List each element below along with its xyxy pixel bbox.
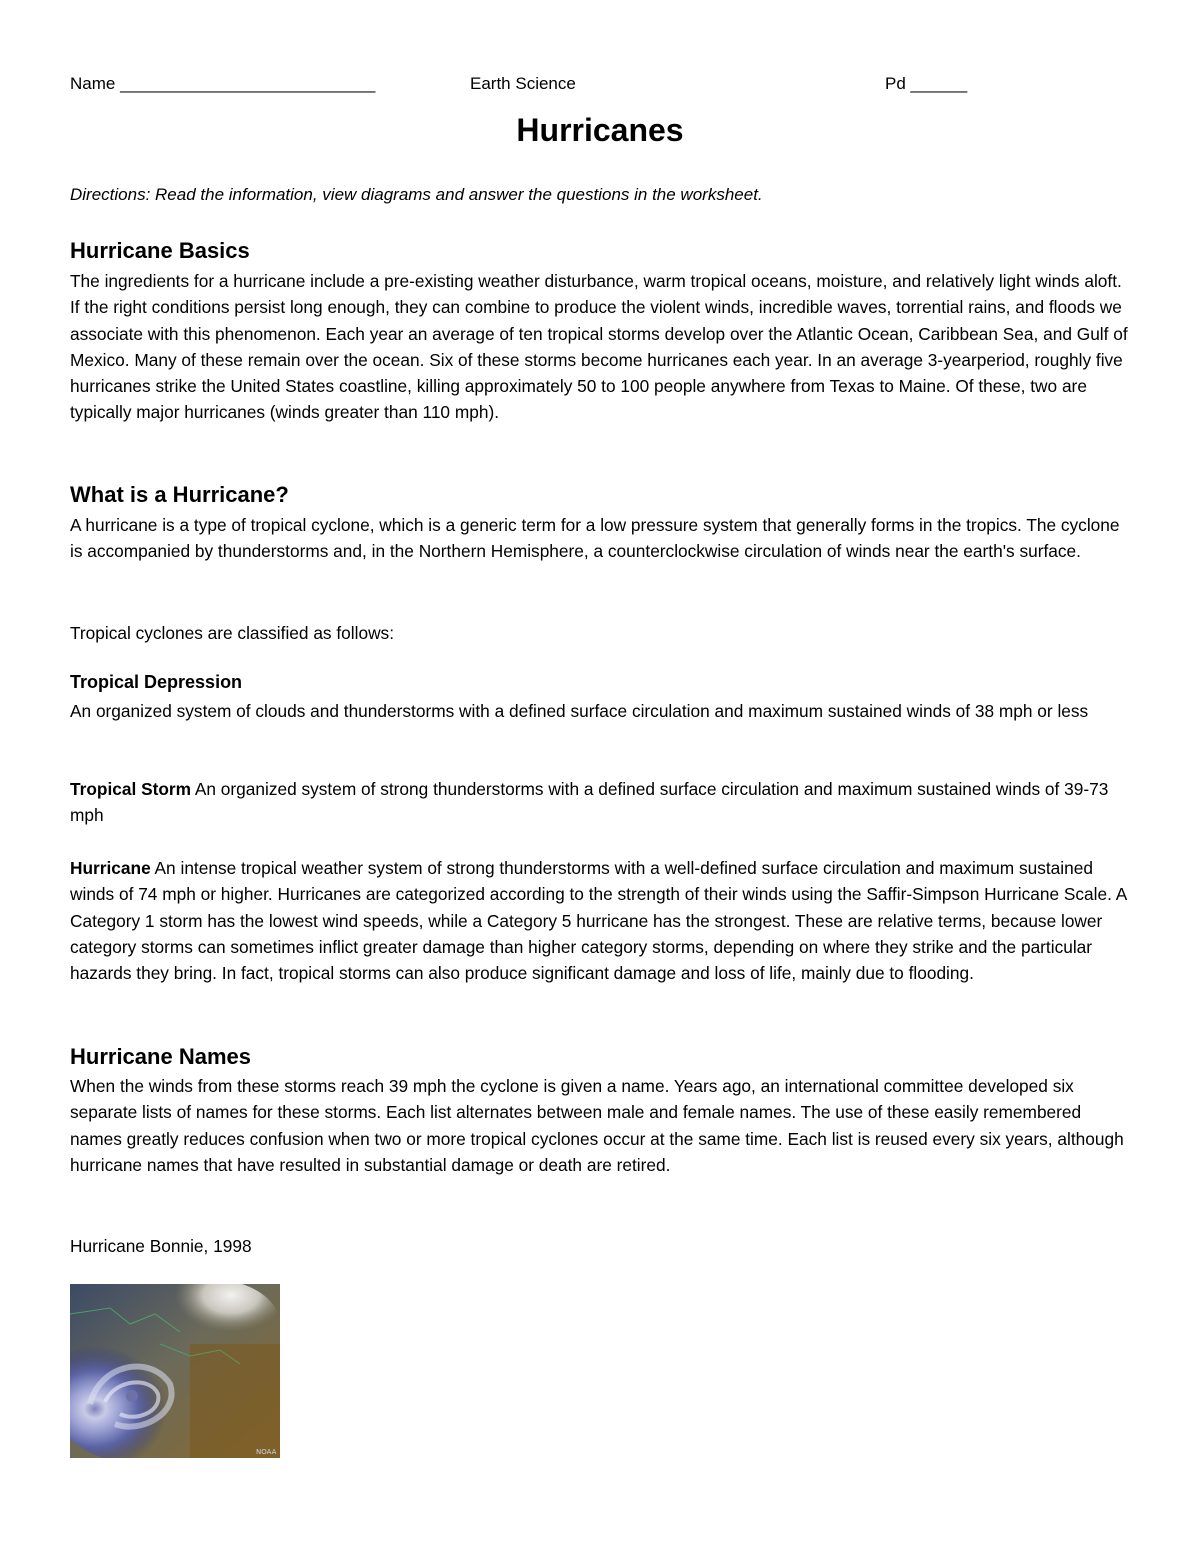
name-field-label: Name ___________________________ xyxy=(70,74,376,93)
definition-block-hurricane xyxy=(70,855,1130,986)
section-body-names: When the winds from these storms reach 39 mph the cyclone is given a name. Years ago, an international committee developed six separate lists of names for these storms. Each list alternates between male and female names. The use of these easily remembered names greatly reduces confusion when two or more tropical cyclones occur at the same time. Each list is reused every six years, although hurricane names that have resulted in substantial damage or death are retired. xyxy=(70,1076,1124,1175)
section-body-basics: The ingredients for a hurricane include a pre-existing weather disturbance, warm tropical oceans, moisture, and relatively light winds aloft. If the right conditions persist long enough, they can combine to produce the violent winds, incredible waves, torrential rains, and floods we associate with this phenomenon. Each year an average of ten tropical storms develop over the Atlantic Ocean, Caribbean Sea, and Gulf of Mexico. Many of these remain over the ocean. Six of these storms become hurricanes each year. In an average 3-yearperiod, roughly five hurricanes strike the United States coastline, killing approximately 50 to 100 people anywhere from Texas to Maine. Of these, two are typically major hurricanes (winds greater than 110 mph). xyxy=(70,271,1128,423)
section-heading-names: Hurricane Names xyxy=(70,1044,251,1069)
directions-text: Directions: Read the information, view diagrams and answer the questions in the worksheet. xyxy=(70,185,763,204)
term-tropical-storm: Tropical Storm xyxy=(70,779,191,799)
course-label: Earth Science xyxy=(470,74,576,93)
image-watermark: NOAA xyxy=(256,1448,277,1456)
definition-tropical-storm: An organized system of strong thunderstorms with a defined surface circulation and maximum sustained winds of 39-73 mph xyxy=(70,779,1109,826)
hurricane-satellite-image xyxy=(70,1284,280,1458)
classification-intro: Tropical cyclones are classified as follows: xyxy=(70,623,394,643)
definition-hurricane: An intense tropical weather system of strong thunderstorms with a well-defined surface circulation and maximum sustained winds of 74 mph or higher. Hurricanes are categorized according to the strength of their winds using the Saffir-Simpson Hurricane Scale. A Category 1 storm has the lowest wind speeds, while a Category 5 hurricane has the strongest. These are relative terms, because lower category storms can sometimes inflict greater damage than higher category storms, depending on where they strike and the particular hazards they bring. In fact, tropical storms can also produce significant damage and loss of life, mainly due to flooding. xyxy=(70,858,1127,984)
term-tropical-depression: Tropical Depression xyxy=(70,672,243,692)
definition-block-tropical-storm xyxy=(70,776,1130,829)
section-heading-basics: Hurricane Basics xyxy=(70,238,250,263)
definition-tropical-depression: An organized system of clouds and thunderstorms with a defined surface circulation and maximum sustained winds of 38 mph or less xyxy=(70,701,1089,721)
figure-caption: Hurricane Bonnie, 1998 xyxy=(70,1236,252,1256)
period-field-label: Pd ______ xyxy=(885,74,968,93)
section-heading-what: What is a Hurricane? xyxy=(70,482,289,507)
header-row xyxy=(70,74,1130,98)
term-hurricane: Hurricane xyxy=(70,858,151,878)
page-title: Hurricanes xyxy=(516,112,684,148)
section-body-what: A hurricane is a type of tropical cyclone, which is a generic term for a low pressure system that generally forms in the tropics. The cyclone is accompanied by thunderstorms and, in the Northern Hemisphere, a counterclockwise circulation of winds near the earth's surface. xyxy=(70,515,1120,562)
